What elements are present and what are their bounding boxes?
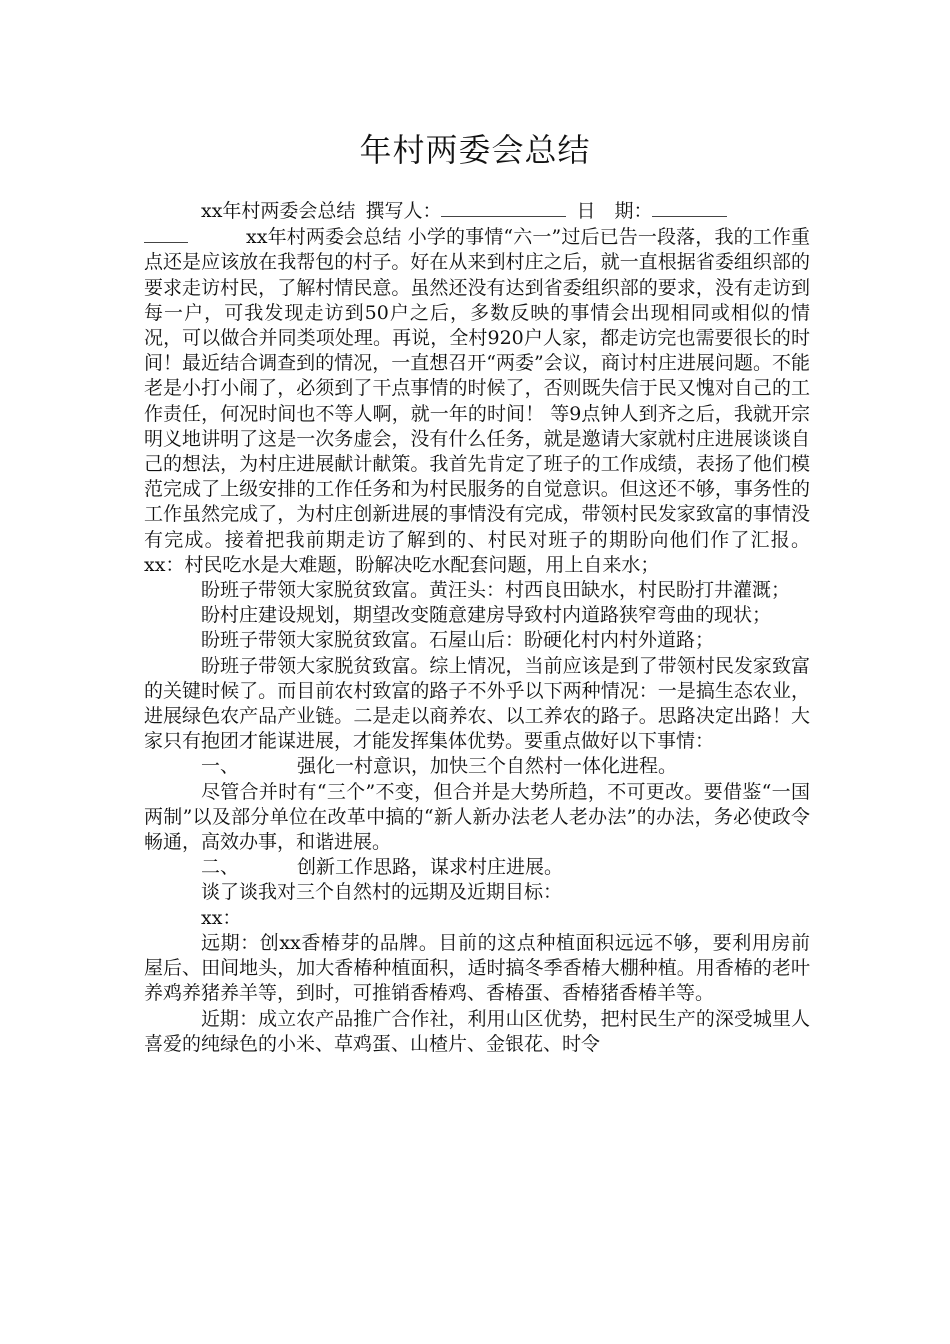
paragraph-2: 盼班子带领大家脱贫致富。黄汪头：村西良田缺水，村民盼打井灌溉； (201, 579, 791, 602)
paragraph-11: 远期：创xx香椿芽的品牌。目前的这点种植面积远远不够，要利用房前屋后、田间地头，加大香椿种植面积，适时搞冬季香椿大棚种植。用香椿的老叶养鸡养猪养羊等，到时，可推销香椿鸡、香椿蛋、香椿猪香椿羊等。 (144, 931, 810, 1005)
doc-title-inline: xx年村两委会总结 (201, 200, 356, 222)
paragraph-3: 盼村庄建设规划，期望改变随意建房导致村内道路狭窄弯曲的现状； (201, 604, 772, 627)
paragraph-10: xx： (201, 906, 242, 929)
paragraph-7: 尽管合并时有“三个”不变，但合并是大势所趋，不可更改。要借鉴“一国两制”以及部分单位在改革中搞的“新人新办法老人老办法”的办法，务必使政令畅通，高效办事，和谐进展。 (144, 780, 810, 854)
section-text-1: 强化一村意识，加快三个自然村一体化进程。 (297, 755, 678, 778)
paragraph-1 (144, 224, 810, 578)
date-blank-continued (144, 224, 188, 243)
section-heading-1 (144, 754, 810, 779)
document-body (144, 198, 810, 1057)
paragraph-5: 盼班子带领大家脱贫致富。综上情况，当前应该是到了带领村民发家致富的关键时候了。而目前农村致富的路子不外乎以下两种情况：一是搞生态农业，进展绿色农产品产业链。二是走以商养农、以工养农的路子。思路决定出路！大家只有抱团才能谋进展，才能发挥集体优势。要重点做好以下事情： (144, 654, 810, 753)
author-blank (441, 198, 566, 217)
paragraph-4: 盼班子带领大家脱贫致富。石屋山后：盼硬化村内村外道路； (201, 629, 715, 652)
paragraph-1-text: xx年村两委会总结 小学的事情“六一”过后已告一段落，我的工作重点还是应该放在我帮包的村子。好在从来到村庄之后，就一直根据省委组织部的要求走访村民，了解村情民意。虽然还没有达到省委组织部的要求，没有走访到每一户，可我发现走访到50户之后，多数反映的事情会出现相同或相似的情况，可以做合并同类项处理。再说，全村920户人家，都走访完也需要很长的时间！最近结合调查到的情况，一直想召开“两委”会议，商讨村庄进展问题。不能老是小打小闹了，必须到了干点事情的时候了，否则既失信于民又愧对自己的工作责任，何况时间也不等人啊，就一年的时间！ 等9点钟人到齐之后，我就开宗明义地讲明了这是一次务虚会，没有什么任务，就是邀请大家就村庄进展谈谈自己的想法，为村庄进展献计献策。我首先肯定了班子的工作成绩，表扬了他们模范完成了上级安排的工作任务和为村民服务的自觉意识。但这还不够，事务性的工作虽然完成了，为村庄创新进展的事情没有完成，带领村民发家致富的事情没有完成。接着把我前期走访了解到的、村民对班子的期盼向他们作了汇报。xx：村民吃水是大难题，盼解决吃水配套问题，用上自来水； (144, 226, 810, 576)
section-text-2: 创新工作思路，谋求村庄进展。 (297, 856, 564, 879)
document-title: 年村两委会总结 (359, 131, 591, 169)
date-blank (652, 198, 727, 217)
section-number-2: 二、 (201, 856, 240, 879)
section-heading-2 (144, 855, 810, 880)
section-number-1: 一、 (201, 755, 240, 778)
paragraph-9: 谈了谈我对三个自然村的远期及近期目标： (201, 881, 563, 904)
header-line (144, 198, 810, 224)
date-label: 日 期： (576, 200, 653, 222)
author-label: 撰写人： (365, 200, 442, 222)
paragraph-12: 近期：成立农产品推广合作社，利用山区优势，把村民生产的深受城里人喜爱的纯绿色的小米、草鸡蛋、山楂片、金银花、时令 (144, 1007, 810, 1055)
